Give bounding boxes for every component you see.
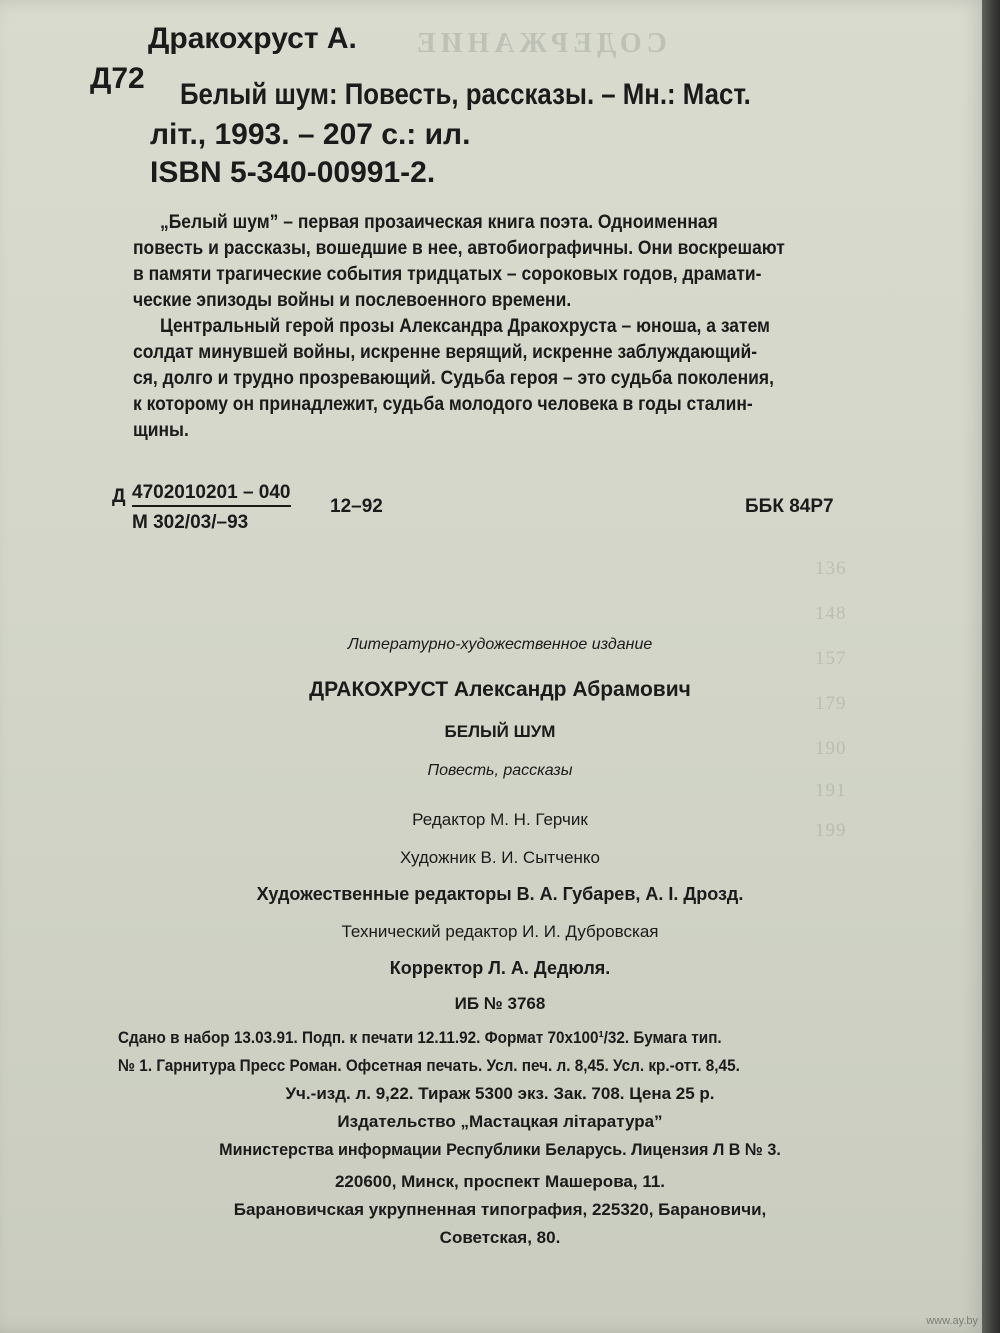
print-details-line: № 1. Гарнитура Пресс Роман. Офсетная печать. Усл. печ. л. 8,45. Усл. кр.-отт. 8,45. xyxy=(118,1056,740,1075)
annotation-line: Центральный герой прозы Александра Дракохруста – юноша, а затем xyxy=(160,316,771,337)
ghost-number: 190 xyxy=(815,738,847,759)
author-full-name: ДРАКОХРУСТ Александр Абрамович xyxy=(309,678,691,701)
ghost-number: 179 xyxy=(815,693,847,714)
index-date: 12–92 xyxy=(330,496,383,517)
isbn: ISBN 5-340-00991-2. xyxy=(150,156,436,189)
print-details-line: Уч.-изд. л. 9,22. Тираж 5300 экз. Зак. 708. Цена 25 р. xyxy=(285,1084,715,1103)
annotation-line: повесть и рассказы, вошедшие в нее, автобиографичны. Они воскрешают xyxy=(133,238,785,259)
annotation-line: в памяти трагические события тридцатых – сороковых годов, драмати- xyxy=(133,264,762,285)
publisher-address: 220600, Минск, проспект Машерова, 11. xyxy=(334,1172,666,1191)
printer-name: Барановичская укрупненная типография, 225320, Барановичи, xyxy=(233,1200,767,1219)
art-editors-credit: Художественные редакторы В. А. Губарев, А. І. Дрозд. xyxy=(256,884,744,904)
catalog-code: Д72 xyxy=(90,62,145,95)
annotation-line: к которому он принадлежит, судьба молодого человека в годы сталин- xyxy=(133,394,753,415)
ghost-number: 136 xyxy=(815,558,847,579)
page-edge xyxy=(982,0,1000,1333)
ghost-number: 157 xyxy=(815,648,847,669)
bibliographic-title-line: Белый шум: Повесть, рассказы. – Мн.: Маст. xyxy=(180,78,751,111)
print-details-line: Сдано в набор 13.03.91. Подп. к печати 12.11.92. Формат 70x100¹/32. Бумага тип. xyxy=(118,1028,722,1047)
corrector-credit: Корректор Л. А. Дедюля. xyxy=(389,958,611,978)
ministry-license: Министерства информации Республики Беларусь. Лицензия Л В № 3. xyxy=(219,1140,781,1159)
bbk-code: ББК 84Р7 xyxy=(745,496,834,517)
printer-street: Советская, 80. xyxy=(439,1228,561,1247)
ghost-heading: СОДЕРЖАНИЕ xyxy=(412,28,667,59)
annotation-line: ческие эпизоды войны и послевоенного времени. xyxy=(133,290,572,311)
ib-number: ИБ № 3768 xyxy=(454,994,546,1013)
index-m-code: М 302/03/–93 xyxy=(132,512,249,533)
publisher-name: Издательство „Мастацкая літаратура” xyxy=(337,1112,663,1131)
annotation-line: ся, долго и трудно прозревающий. Судьба героя – это судьба поколения, xyxy=(133,368,774,389)
bibliographic-pub-line: літ., 1993. – 207 с.: ил. xyxy=(150,118,471,151)
index-d-letter: Д xyxy=(112,486,126,507)
index-d-number: 4702010201 – 040 xyxy=(132,482,291,507)
annotation-line: „Белый шум” – первая прозаическая книга поэта. Одноименная xyxy=(160,212,718,233)
edition-type: Литературно-художественное издание xyxy=(347,636,653,653)
annotation-line: солдат минувшей войны, искренне верящий, искренне заблуждающий- xyxy=(133,342,758,363)
book-genre: Повесть, рассказы xyxy=(427,762,573,779)
editor-credit: Редактор М. Н. Герчик xyxy=(412,810,588,829)
ghost-number: 148 xyxy=(815,603,847,624)
annotation-line: щины. xyxy=(133,420,189,441)
ghost-number: 191 xyxy=(815,780,847,801)
ghost-number: 199 xyxy=(815,820,847,841)
artist-credit: Художник В. И. Сытченко xyxy=(399,848,600,867)
tech-editor-credit: Технический редактор И. И. Дубровская xyxy=(341,922,659,941)
watermark: www.ay.by xyxy=(926,1315,978,1327)
book-title: БЕЛЫЙ ШУМ xyxy=(444,722,556,741)
author-name: Дракохруст А. xyxy=(148,22,357,55)
